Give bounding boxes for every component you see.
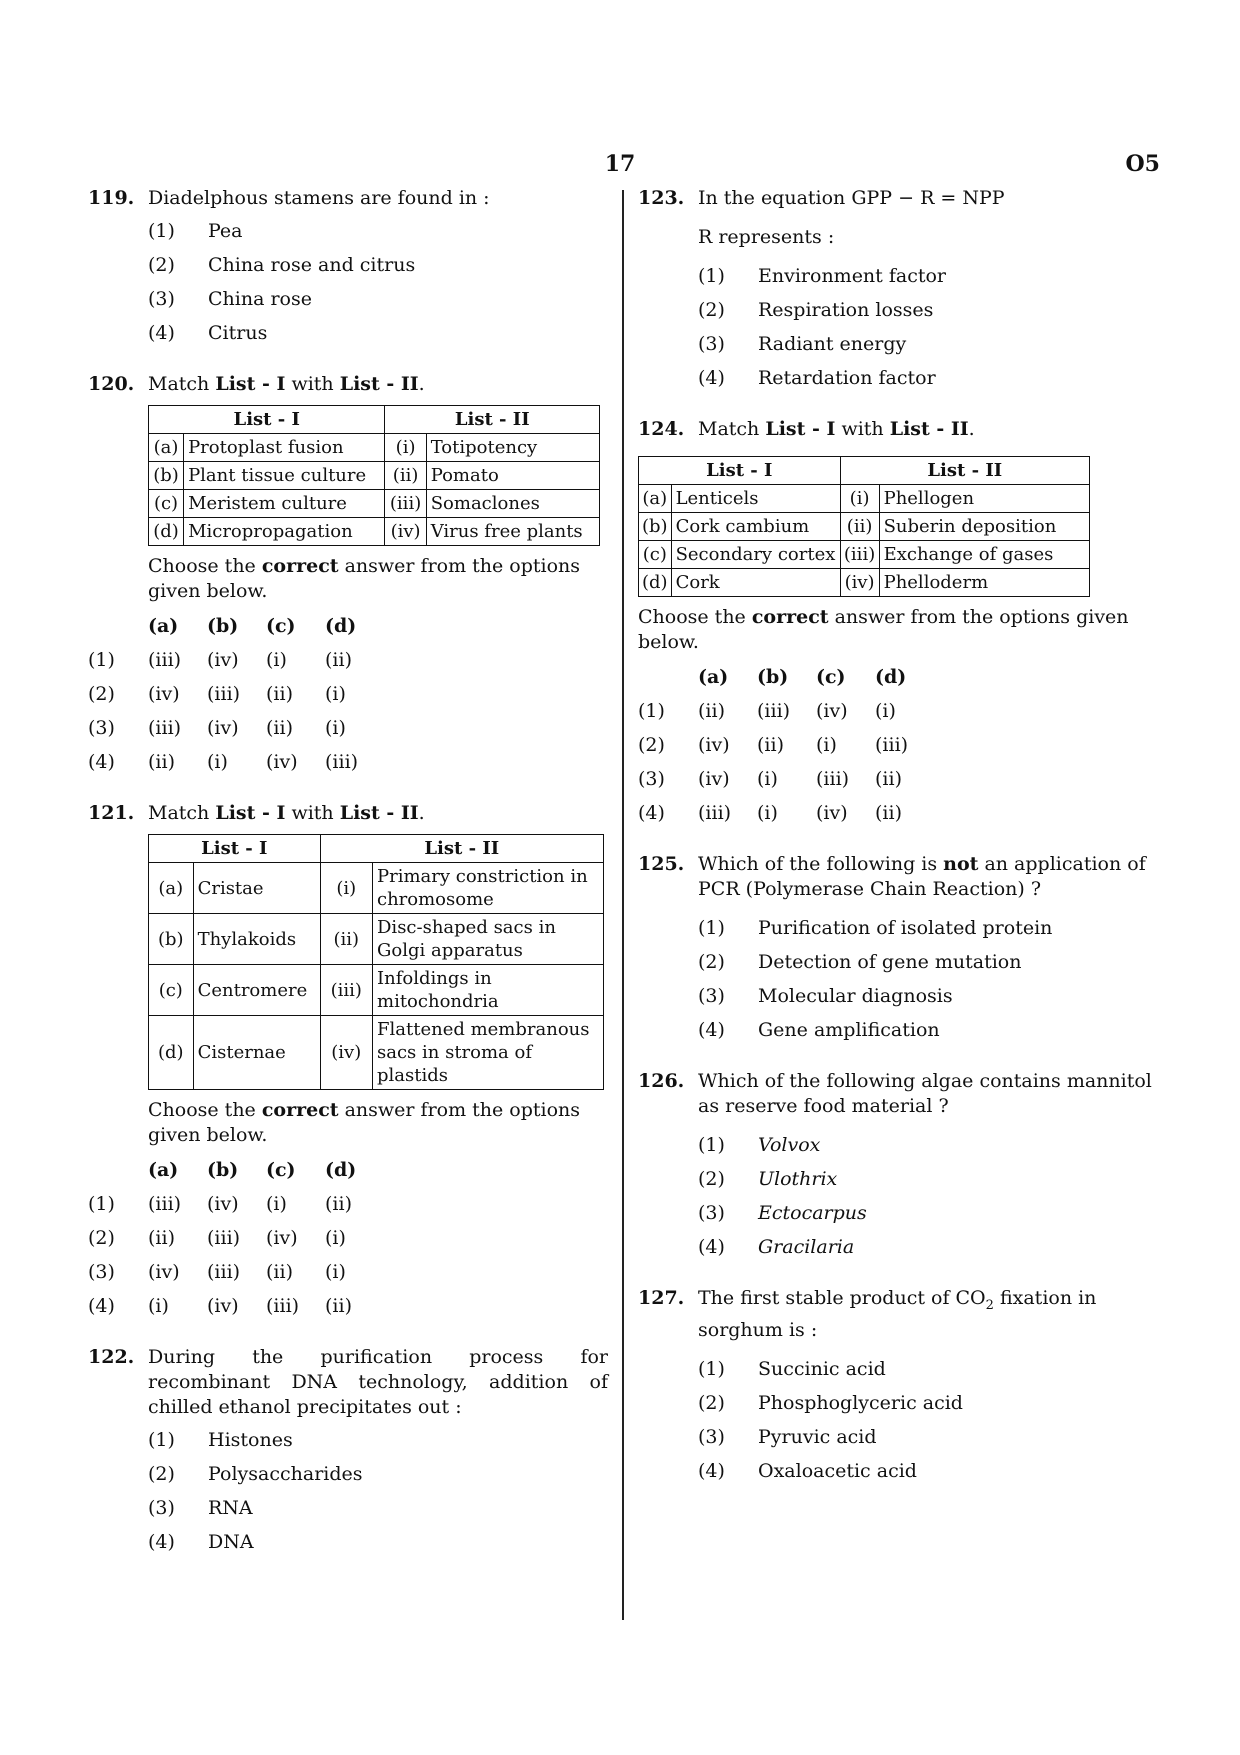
question-number: 120. — [88, 373, 135, 395]
answer-option: (4) (i) (iv) (iii) (ii) — [88, 1295, 352, 1317]
option: (3) Pyruvic acid — [698, 1425, 877, 1448]
option-number: (2) — [148, 254, 175, 276]
option: (2) Ulothrix — [698, 1168, 838, 1190]
option-text: China rose and citrus — [208, 254, 416, 276]
question-124 — [638, 417, 1166, 826]
answer-option: (1) (ii) (iii) (iv) (i) — [638, 700, 896, 722]
question-number: 121. — [88, 802, 135, 824]
option — [148, 287, 608, 312]
option: (1) Succinic acid — [698, 1357, 886, 1380]
option — [148, 321, 608, 346]
instruction-text: Choose the correct answer from the options given below. — [148, 1099, 581, 1146]
table-row: (c) Meristem culture (iii) Somaclones — [149, 490, 600, 518]
column-divider — [622, 190, 624, 1620]
instruction-text: Choose the correct answer from the options given below. — [148, 555, 581, 602]
question-number: 119. — [88, 187, 135, 209]
answer-grid-header: (a) (b) (c) (d) — [148, 615, 357, 637]
question-text: Which of the following algae contains mannitol as reserve food material ? — [698, 1070, 1152, 1117]
option — [148, 253, 608, 278]
answer-grid-header: (a) (b) (c) (d) — [148, 1159, 357, 1181]
answer-option: (3) (iv) (i) (iii) (ii) — [638, 768, 902, 790]
option — [148, 219, 608, 244]
question-119 — [88, 186, 608, 346]
table-header: List - II — [385, 406, 600, 434]
answer-option: (3) (iv) (iii) (ii) (i) — [88, 1261, 346, 1283]
table-row: (c) Centromere (iii) Infoldings in mitochondria — [149, 965, 604, 1016]
match-table — [148, 834, 604, 1090]
question-number: 127. — [638, 1287, 685, 1309]
table-header: List - II — [840, 457, 1089, 485]
question-number: 124. — [638, 418, 685, 440]
option-number: (3) — [148, 288, 175, 310]
question-text: During the purification process for recombinant DNA technology, addition of chilled ethanol precipitates out : — [148, 1346, 608, 1418]
table-row: (a) Lenticels (i) Phellogen — [639, 485, 1090, 513]
table-row: (d) Cisternae (iv) Flattened membranous sacs in stroma of plastids — [149, 1016, 604, 1090]
question-text: Match List - I with List - II. — [698, 418, 975, 440]
match-table — [638, 456, 1090, 597]
option: (2) Phosphoglyceric acid — [698, 1391, 963, 1414]
question-121 — [88, 801, 608, 1319]
option: (2) Polysaccharides — [148, 1463, 363, 1485]
page-number: 17 — [604, 151, 636, 177]
option: (3) RNA — [148, 1497, 253, 1519]
right-column — [638, 186, 1166, 1510]
option-number: (4) — [148, 322, 175, 344]
answer-option: (2) (iv) (ii) (i) (iii) — [638, 734, 909, 756]
option: (2) Respiration losses — [698, 299, 934, 321]
question-127 — [638, 1286, 1166, 1484]
option: (1) Environment factor — [698, 265, 947, 287]
paper-code: O5 — [1125, 151, 1160, 177]
question-number: 125. — [638, 853, 685, 875]
table-row: (d) Cork (iv) Phelloderm — [639, 569, 1090, 597]
option: (4) DNA — [148, 1531, 254, 1553]
instruction-text: Choose the correct answer from the options given below. — [638, 606, 1129, 653]
table-row: (a) Protoplast fusion (i) Totipotency — [149, 434, 600, 462]
table-header: List - I — [149, 406, 385, 434]
question-text: Diadelphous stamens are found in : — [148, 187, 490, 209]
option: (4) Oxaloacetic acid — [698, 1459, 917, 1482]
option: (1) Histones — [148, 1429, 293, 1451]
answer-option: (4) (ii) (i) (iv) (iii) — [88, 751, 359, 773]
table-row: (d) Micropropagation (iv) Virus free plants — [149, 518, 600, 546]
question-text: Match List - I with List - II. — [148, 802, 425, 824]
option-text: Pea — [208, 220, 243, 242]
question-text: Which of the following is not an application of PCR (Polymerase Chain Reaction) ? — [698, 853, 1146, 900]
table-header: List - I — [639, 457, 841, 485]
answer-option: (3) (iii) (iv) (ii) (i) — [88, 717, 346, 739]
match-table — [148, 405, 600, 546]
option: (1) Volvox — [698, 1134, 821, 1156]
table-row: (a) Cristae (i) Primary constriction in chromosome — [149, 863, 604, 914]
option: (4) Retardation factor — [698, 367, 936, 389]
table-header: List - II — [320, 835, 603, 863]
answer-option: (1) (iii) (iv) (i) (ii) — [88, 649, 352, 671]
option-text: Citrus — [208, 322, 268, 344]
option: (2) Detection of gene mutation — [698, 951, 1022, 973]
left-column — [88, 186, 608, 1581]
question-number: 122. — [88, 1346, 135, 1368]
table-row: (b) Thylakoids (ii) Disc-shaped sacs in Golgi apparatus — [149, 914, 604, 965]
question-125 — [638, 852, 1166, 1043]
question-text: In the equation GPP − R = NPP — [698, 187, 1005, 209]
answer-option: (1) (iii) (iv) (i) (ii) — [88, 1193, 352, 1215]
table-row: (c) Secondary cortex (iii) Exchange of gases — [639, 541, 1090, 569]
option: (4) Gracilaria — [698, 1236, 855, 1258]
question-subtext: R represents : — [698, 226, 835, 248]
option-number: (1) — [148, 220, 175, 242]
option: (3) Radiant energy — [698, 333, 907, 355]
question-126 — [638, 1069, 1166, 1260]
question-number: 126. — [638, 1070, 685, 1092]
option: (1) Purification of isolated protein — [698, 917, 1053, 939]
table-row: (b) Plant tissue culture (ii) Pomato — [149, 462, 600, 490]
answer-option: (2) (ii) (iii) (iv) (i) — [88, 1227, 346, 1249]
option-text: China rose — [208, 288, 312, 310]
answer-grid-header: (a) (b) (c) (d) — [698, 666, 907, 688]
answer-option: (4) (iii) (i) (iv) (ii) — [638, 802, 902, 824]
option: (4) Gene amplification — [698, 1019, 940, 1041]
question-123 — [638, 186, 1166, 391]
question-122 — [88, 1345, 608, 1555]
table-header: List - I — [149, 835, 321, 863]
question-120 — [88, 372, 608, 775]
option: (3) Molecular diagnosis — [698, 985, 953, 1007]
question-text: Match List - I with List - II. — [148, 373, 425, 395]
option: (3) Ectocarpus — [698, 1202, 867, 1224]
answer-option: (2) (iv) (iii) (ii) (i) — [88, 683, 346, 705]
question-number: 123. — [638, 187, 685, 209]
question-text: The first stable product of $CO_2$ fixation in sorghum is : — [698, 1287, 1097, 1341]
table-row: (b) Cork cambium (ii) Suberin deposition — [639, 513, 1090, 541]
